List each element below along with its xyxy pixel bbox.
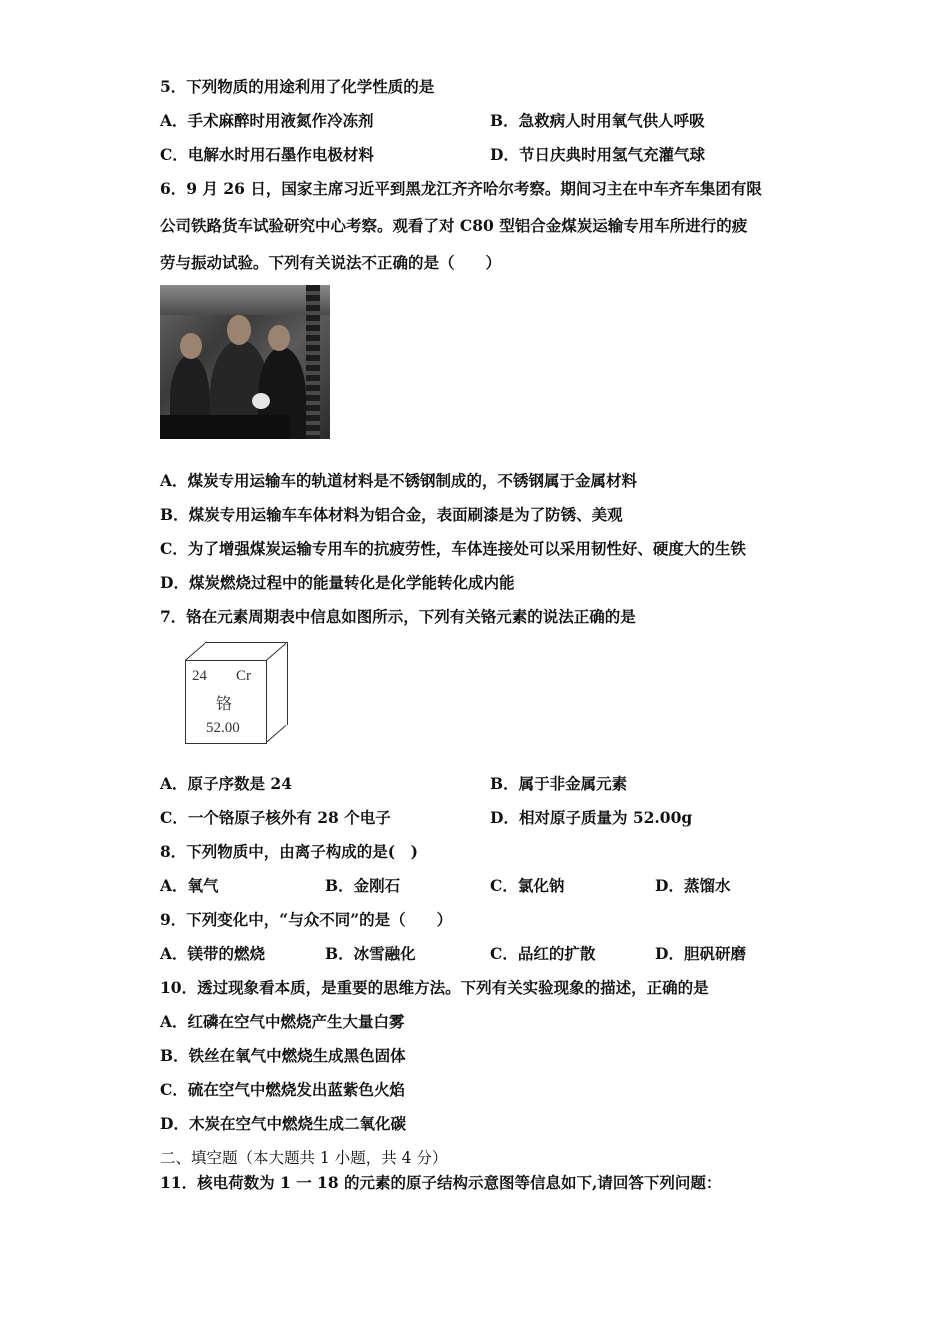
q5-option-c: C．电解水时用石墨作电极材料 xyxy=(160,145,374,164)
q5-stem: 5．下列物质的用途利用了化学性质的是 xyxy=(160,77,435,96)
element-atomic-number: 24 xyxy=(192,668,207,684)
q5-option-d: D．节日庆典时用氢气充灌气球 xyxy=(490,145,705,164)
q8-option-c: C．氯化钠 xyxy=(490,876,565,895)
q6-stem-line-1: 6．9 月 26 日，国家主席习近平到黑龙江齐齐哈尔考察。期间习主在中车齐车集团有限 xyxy=(160,179,762,198)
q6-stem-line-2: 公司铁路货车试验研究中心考察。观看了对 C80 型铝合金煤炭运输专用车所进行的疲 xyxy=(160,216,748,235)
q8-option-d: D．蒸馏水 xyxy=(655,876,731,895)
q7-stem: 7．铬在元素周期表中信息如图所示，下列有关铬元素的说法正确的是 xyxy=(160,607,636,626)
q11-stem: 11．核电荷数为 1 一 18 的元素的原子结构示意图等信息如下,请回答下列问题： xyxy=(160,1173,722,1192)
q10-option-a: A．红磷在空气中燃烧产生大量白雾 xyxy=(160,1012,405,1031)
q8-stem: 8．下列物质中，由离子构成的是( ) xyxy=(160,842,418,861)
q10-option-d: D．木炭在空气中燃烧生成二氧化碳 xyxy=(160,1114,406,1133)
element-atomic-mass: 52.00 xyxy=(206,720,240,736)
q7-option-c: C．一个铬原子核外有 28 个电子 xyxy=(160,808,391,827)
q8-option-a: A．氧气 xyxy=(160,876,219,895)
q7-option-d: D．相对原子质量为 52.00g xyxy=(490,808,693,827)
section-heading-fill-blank: 二、填空题（本大题共 1 小题，共 4 分） xyxy=(160,1149,448,1167)
inspection-photo xyxy=(160,285,330,439)
q6-option-b: B．煤炭专用运输车车体材料为铝合金，表面刷漆是为了防锈、美观 xyxy=(160,505,623,524)
q10-stem: 10．透过现象看本质，是重要的思维方法。下列有关实验现象的描述，正确的是 xyxy=(160,978,709,997)
q9-stem: 9．下列变化中，“与众不同”的是（ ） xyxy=(160,910,453,929)
q9-option-c: C．品红的扩散 xyxy=(490,944,596,963)
q9-option-a: A．镁带的燃烧 xyxy=(160,944,266,963)
element-symbol: Cr xyxy=(236,668,251,684)
q7-option-b: B．属于非金属元素 xyxy=(490,774,628,793)
q6-option-a: A．煤炭专用运输车的轨道材料是不锈钢制成的，不锈钢属于金属材料 xyxy=(160,471,638,490)
q9-option-d: D．胆矾研磨 xyxy=(655,944,746,963)
q6-option-c: C．为了增强煤炭运输专用车的抗疲劳性，车体连接处可以采用韧性好、硬度大的生铁 xyxy=(160,539,746,558)
q9-option-b: B．冰雪融化 xyxy=(325,944,416,963)
q6-stem-line-3: 劳与振动试验。下列有关说法不正确的是（ ） xyxy=(160,253,502,272)
q5-option-a: A．手术麻醉时用液氮作冷冻剂 xyxy=(160,111,374,130)
q10-option-c: C．硫在空气中燃烧发出蓝紫色火焰 xyxy=(160,1080,405,1099)
q7-option-a: A．原子序数是 24 xyxy=(160,774,292,793)
q8-option-b: B．金刚石 xyxy=(325,876,401,895)
q5-option-b: B．急救病人时用氧气供人呼吸 xyxy=(490,111,705,130)
q6-option-d: D．煤炭燃烧过程中的能量转化是化学能转化成内能 xyxy=(160,573,515,592)
q10-option-b: B．铁丝在氧气中燃烧生成黑色固体 xyxy=(160,1046,406,1065)
element-name: 铬 xyxy=(216,694,233,713)
